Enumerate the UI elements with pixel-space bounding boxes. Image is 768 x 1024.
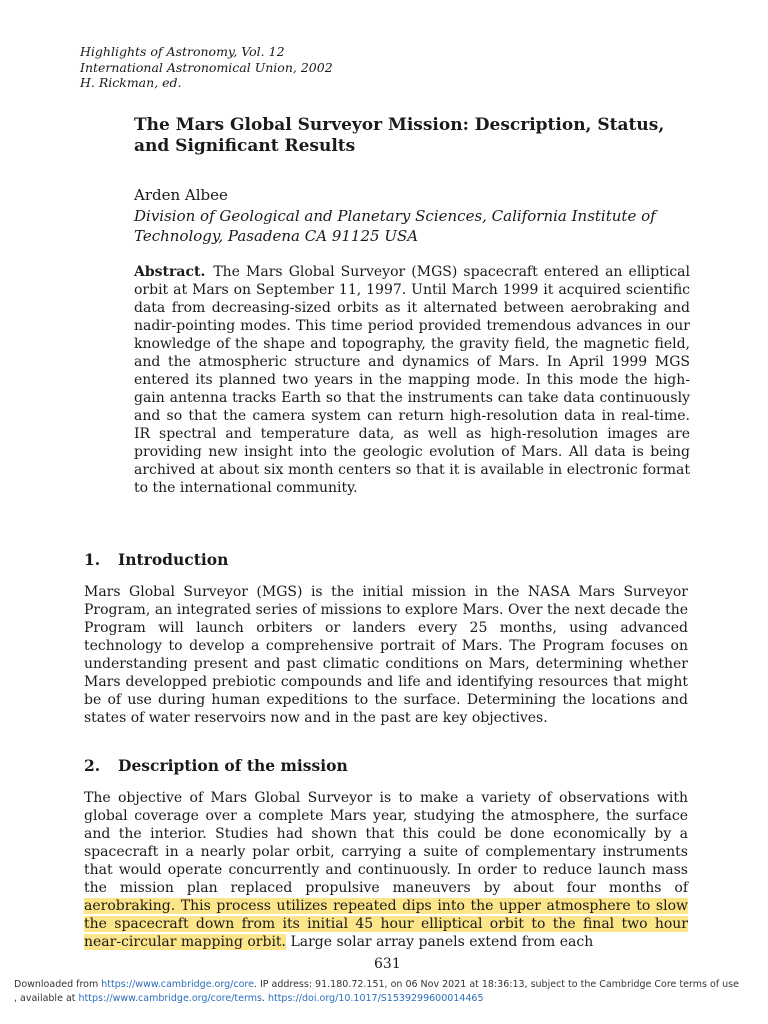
journal-volume: Highlights of Astronomy, Vol. 12 — [80, 44, 285, 59]
abstract-text: The Mars Global Surveyor (MGS) spacecraft entered an elliptical orbit at Mars on September 11, 1997. Until March 1999 it acquired scientific data from decreasing-sized orbits as it alternated between aerobraking and nadir-pointing modes. This time period provided tremendous advances in our knowledge of the shape and topography, the gravity field, the magnetic field, and the atmospheric structure and dynamics of Mars. In April 1999 MGS entered its planned two years in the mapping mode. In this mode the high-gain antenna tracks Earth so that the instruments can take data continuously and so that the camera system can return high-resolution data in real-time. IR spectral and temperature data, as well as high-resolution images are providing new insight into the geologic evolution of Mars. All data is being archived at about six month centers so that it is available in electronic format to the international community. — [134, 264, 690, 496]
page-number: 631 — [374, 956, 401, 972]
paragraph-text: The objective of Mars Global Surveyor is to make a variety of observations with global coverage over a complete Mars year, studying the atmosphere, the surface and the interior. Studies had shown that this could be done economically by a spacecraft in a nearly polar orbit, carrying a suite of complementary instruments that would operate concurrently and continuously. In order to reduce launch mass the mission plan replaced propulsive maneuvers by about four months of — [84, 790, 688, 896]
author-affiliation: Division of Geological and Planetary Sciences, California Institute of Technology, Pasadena CA 91125 USA — [134, 207, 656, 245]
author-name: Arden Albee — [134, 186, 228, 204]
section-title: Introduction — [118, 550, 229, 569]
paragraph-text-continued: Large solar array panels extend from each — [286, 934, 594, 950]
footer-text: , available at — [14, 993, 79, 1004]
highlighted-text[interactable]: aerobraking. This process utilizes repeated dips into the upper atmosphere to slow the spacecraft down from its initial 45 hour elliptical orbit to the final two hour near-circular mapping orbit. — [84, 898, 688, 950]
running-head — [80, 44, 333, 91]
doi-link[interactable]: https://doi.org/10.1017/S1539299600014465 — [267, 993, 484, 1004]
description-paragraph — [84, 789, 688, 951]
terms-link[interactable]: https://www.cambridge.org/core/terms — [78, 993, 262, 1004]
section-heading-description — [84, 756, 348, 775]
section-heading-introduction — [84, 550, 228, 569]
section-number: 1. — [84, 550, 101, 569]
footer-text: Downloaded from — [14, 979, 102, 990]
section-number: 2. — [84, 756, 101, 775]
footer-line-1 — [14, 978, 758, 992]
cambridge-core-link[interactable]: https://www.cambridge.org/core — [101, 979, 254, 990]
footer-ip-text: . IP address: 91.180.72.151, on 06 Nov 2021 at 18:36:13, subject to the Cambridge Core terms of use — [253, 979, 739, 990]
paper-title: The Mars Global Surveyor Mission: Description, Status, and Significant Results — [134, 115, 665, 156]
abstract — [134, 263, 690, 497]
footer-line-2 — [14, 992, 758, 1006]
footer-separator: . — [261, 993, 268, 1004]
publisher-year: International Astronomical Union, 2002 — [80, 59, 333, 75]
download-footer — [14, 978, 758, 1006]
abstract-label: Abstract. — [134, 264, 206, 280]
section-title: Description of the mission — [118, 756, 348, 775]
editor: H. Rickman, ed. — [80, 75, 182, 90]
introduction-paragraph: Mars Global Surveyor (MGS) is the initial mission in the NASA Mars Surveyor Program, an integrated series of missions to explore Mars. Over the next decade the Program will launch orbiters or landers every 25 months, using advanced technology to develop a comprehensive portrait of Mars. The Program focuses on understanding present and past climatic conditions on Mars, determining whether Mars developped prebiotic compounds and life and identifying resources that might be of use during human expeditions to the surface. Determining the locations and states of water reservoirs now and in the past are key objectives. — [84, 584, 688, 726]
